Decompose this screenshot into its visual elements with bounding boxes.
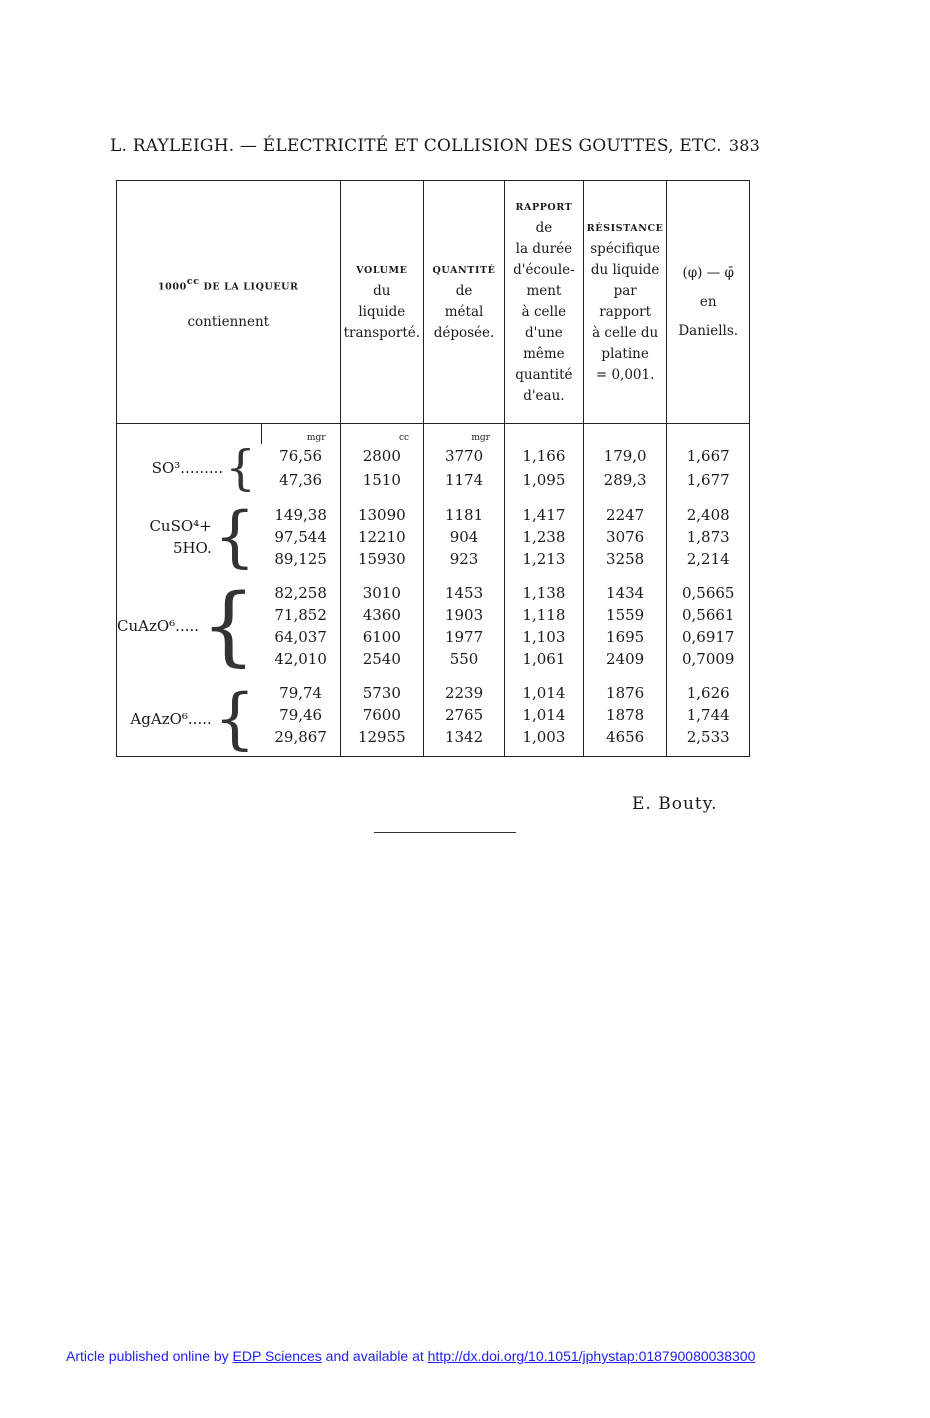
cell-ratio: 1,014 — [504, 704, 583, 726]
cell-conc: 79,46 — [279, 706, 323, 724]
footer-prefix: Article published online by — [66, 1348, 233, 1364]
data-table — [116, 180, 750, 757]
cell-emf: 0,5665 — [667, 582, 750, 604]
cell-resistance: 4656 — [583, 726, 667, 757]
cell-ratio: 1,166 — [504, 444, 583, 468]
cell-ratio: 1,103 — [504, 626, 583, 648]
cell-metal: 1174 — [424, 468, 505, 492]
cell-metal: 550 — [424, 648, 505, 670]
cell-volume: 15930 — [340, 548, 424, 570]
cell-volume: 2540 — [340, 648, 424, 670]
header-quantite: QUANTITÉ de métal déposée. — [424, 181, 505, 424]
table-body — [117, 424, 750, 757]
cell-resistance: 179,0 — [583, 444, 667, 468]
cell-conc: 89,125 — [274, 550, 327, 568]
cell-metal: 1977 — [424, 626, 505, 648]
unit-mass: mgr — [262, 424, 340, 445]
cell-volume: 3010 — [340, 582, 424, 604]
cell-conc: 79,74 — [279, 684, 323, 702]
compound-label — [117, 576, 262, 676]
running-title: L. RAYLEIGH. — ÉLECTRICITÉ ET COLLISION DES GOUTTES, ETC. — [110, 136, 722, 156]
cell-metal: 904 — [424, 526, 505, 548]
cell-resistance: 1878 — [583, 704, 667, 726]
cell-resistance: 2247 — [583, 504, 667, 526]
cell-volume: 2800 — [340, 444, 424, 468]
cell-resistance: 2409 — [583, 648, 667, 670]
header-resistance: RÉSISTANCE spécifique du liquide par rapport à celle du platine = 0,001. — [583, 181, 667, 424]
cell-metal: 1181 — [424, 504, 505, 526]
cell-resistance: 3258 — [583, 548, 667, 570]
cell-ratio: 1,095 — [504, 468, 583, 492]
cell-conc: 71,852 — [274, 606, 327, 624]
cell-metal: 1903 — [424, 604, 505, 626]
cell-conc: 47,36 — [279, 471, 323, 489]
cell-emf: 1,667 — [667, 444, 750, 468]
cell-ratio: 1,213 — [504, 548, 583, 570]
brace-icon: { — [213, 498, 256, 575]
cell-resistance: 1559 — [583, 604, 667, 626]
brace-icon: { — [201, 576, 256, 676]
cell-volume: 1510 — [340, 468, 424, 492]
table-row — [117, 582, 750, 604]
header-volume: VOLUME du liquide transporté. — [340, 181, 424, 424]
cell-ratio: 1,138 — [504, 582, 583, 604]
cell-metal: 3770 — [424, 444, 505, 468]
header-liqueur: $1000^{cc}$ DE LA LIQUEUR contiennent — [117, 181, 341, 424]
compound-label — [117, 682, 262, 757]
compound-name: AgAzO⁶..... — [130, 710, 212, 728]
author-signature: E. Bouty. — [632, 794, 718, 814]
cell-ratio: 1,061 — [504, 648, 583, 670]
cell-emf: 1,873 — [667, 526, 750, 548]
compound-name: SO³......... — [151, 459, 224, 477]
cell-volume: 12955 — [340, 726, 424, 757]
cell-conc: 76,56 — [279, 447, 323, 465]
cell-metal: 923 — [424, 548, 505, 570]
brace-icon: { — [225, 440, 256, 496]
cell-emf: 2,533 — [667, 726, 750, 757]
cell-metal: 1342 — [424, 726, 505, 757]
cell-emf: 0,5661 — [667, 604, 750, 626]
page-number: 383 — [728, 136, 760, 155]
footer-note — [66, 1348, 866, 1364]
publisher-link[interactable]: EDP Sciences — [232, 1348, 322, 1364]
cell-emf: 2,214 — [667, 548, 750, 570]
cell-resistance: 1876 — [583, 682, 667, 704]
cell-volume: 6100 — [340, 626, 424, 648]
header-emf: (φ) — φ̄ en Daniells. — [667, 181, 750, 424]
table-header-row — [117, 181, 750, 424]
compound-name: CuAzO⁶..... — [117, 617, 200, 635]
unit-metal: mgr — [424, 424, 505, 445]
cell-emf: 2,408 — [667, 504, 750, 526]
cell-conc: 82,258 — [274, 584, 327, 602]
table-row — [117, 504, 750, 526]
cell-ratio: 1,238 — [504, 526, 583, 548]
cell-volume: 7600 — [340, 704, 424, 726]
cell-resistance: 289,3 — [583, 468, 667, 492]
units-row — [117, 424, 750, 445]
cell-resistance: 3076 — [583, 526, 667, 548]
doi-link[interactable]: http://dx.doi.org/10.1051/jphystap:018790080038300 — [427, 1348, 756, 1364]
cell-conc: 42,010 — [274, 650, 327, 668]
cell-ratio: 1,003 — [504, 726, 583, 757]
cell-resistance: 1695 — [583, 626, 667, 648]
cell-resistance: 1434 — [583, 582, 667, 604]
cell-ratio: 1,014 — [504, 682, 583, 704]
compound-label — [117, 440, 262, 496]
table-row — [117, 444, 750, 468]
cell-volume: 12210 — [340, 526, 424, 548]
group-spacer — [117, 492, 750, 504]
cell-metal: 2765 — [424, 704, 505, 726]
cell-ratio: 1,417 — [504, 504, 583, 526]
cell-conc: 149,38 — [274, 506, 327, 524]
cell-volume: 13090 — [340, 504, 424, 526]
footer-middle: and available at — [321, 1348, 428, 1364]
compound-label — [117, 498, 262, 575]
cell-metal: 1453 — [424, 582, 505, 604]
cell-conc: 97,544 — [274, 528, 327, 546]
section-rule — [374, 832, 516, 833]
cell-emf: 1,744 — [667, 704, 750, 726]
running-header — [110, 136, 760, 156]
header-rapport: RAPPORT de la durée d'écoule- ment à celle d'une même quantité d'eau. — [504, 181, 583, 424]
compound-name: CuSO⁴+ 5HO. — [149, 517, 212, 557]
unit-volume: cc — [340, 424, 424, 445]
cell-emf: 1,626 — [667, 682, 750, 704]
cell-metal: 2239 — [424, 682, 505, 704]
cell-volume: 5730 — [340, 682, 424, 704]
cell-emf: 1,677 — [667, 468, 750, 492]
cell-emf: 0,7009 — [667, 648, 750, 670]
table-row — [117, 682, 750, 704]
cell-emf: 0,6917 — [667, 626, 750, 648]
cell-conc: 64,037 — [274, 628, 327, 646]
cell-conc: 29,867 — [262, 726, 340, 757]
cell-volume: 4360 — [340, 604, 424, 626]
brace-icon: { — [213, 680, 256, 757]
cell-ratio: 1,118 — [504, 604, 583, 626]
